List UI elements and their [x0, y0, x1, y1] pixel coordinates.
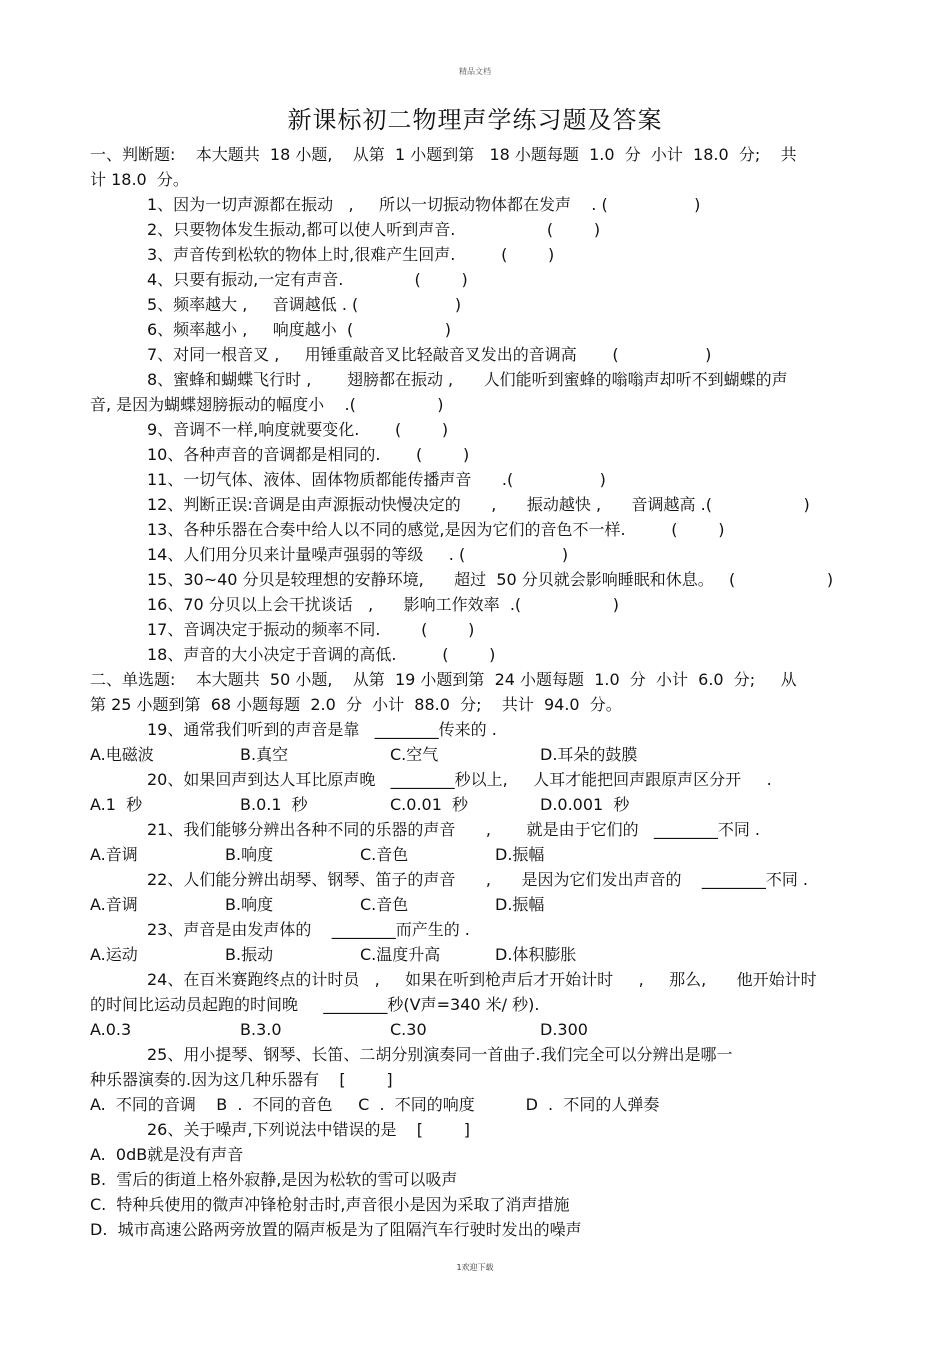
tf-item: 14、人们用分贝来计量噪声强弱的等级 . ( ): [147, 545, 569, 564]
tf-item: 13、各种乐器在合奏中给人以不同的感觉,是因为它们的音色不一样. ( ): [147, 520, 725, 539]
option: D.300: [540, 1020, 588, 1039]
option: D. 城市高速公路两旁放置的隔声板是为了阻隔汽车行驶时发出的噪声: [90, 1220, 582, 1239]
option: C. 特种兵使用的微声冲锋枪射击时,声音很小是因为采取了消声措施: [90, 1195, 570, 1214]
option: C.音色: [360, 845, 409, 864]
tf-item: 10、各种声音的音调都是相同的. ( ): [147, 445, 470, 464]
tf-item: 4、只要有振动,一定有声音. ( ): [147, 270, 468, 289]
option: D.振幅: [495, 895, 545, 914]
document-body: [90, 142, 860, 1242]
tf-item: 8、蜜蜂和蝴蝶飞行时 , 翅膀都在振动 , 人们能听到蜜蜂的嗡嗡声却听不到蝴蝶的声: [147, 370, 788, 389]
option: B.振动: [225, 945, 274, 964]
section2-heading-cont: 第 25 小题到第 68 小题每题 2.0 分 小计 88.0 分; 共计 94.0 分。: [90, 695, 622, 714]
option: B.0.1 秒: [240, 795, 308, 814]
option: A.音调: [90, 895, 138, 914]
question-stem: 21、我们能够分辨出各种不同的乐器的声音 , 就是由于它们的 ________不同 .: [147, 820, 760, 839]
option: D.0.001 秒: [540, 795, 630, 814]
option: A.0.3: [90, 1020, 132, 1039]
question-options: [90, 742, 860, 767]
document-title: 新课标初二物理声学练习题及答案: [287, 106, 663, 134]
question-stem: 20、如果回声到达人耳比原声晚 ________秒以上, 人耳才能把回声跟原声区分开 .: [147, 770, 772, 789]
question-stem: 24、在百米赛跑终点的计时员 , 如果在听到枪声后才开始计时 , 那么, 他开始计时: [147, 970, 817, 989]
tf-item: 5、频率越大 , 音调越低 . ( ): [147, 295, 462, 314]
tf-item: 9、音调不一样,响度就要变化. ( ): [147, 420, 449, 439]
tf-item: 15、30~40 分贝是较理想的安静环境, 超过 50 分贝就会影响睡眠和休息。 ( ): [147, 570, 834, 589]
question-options: [90, 792, 860, 817]
question-options: [90, 942, 860, 967]
tf-item: 1、因为一切声源都在振动 , 所以一切振动物体都在发声 . ( ): [147, 195, 701, 214]
option: D.振幅: [495, 845, 545, 864]
section1-heading: 一、判断题: 本大题共 18 小题, 从第 1 小题到第 18 小题每题 1.0 分 小计 18.0 分; 共: [90, 145, 797, 164]
tf-item: 17、音调决定于振动的频率不同. ( ): [147, 620, 475, 639]
section1-heading-cont: 计 18.0 分。: [90, 170, 189, 189]
option: A.电磁波: [90, 745, 154, 764]
tf-item: 11、一切气体、液体、固体物质都能传播声音 .( ): [147, 470, 606, 489]
option: B.真空: [240, 745, 289, 764]
option: C.空气: [390, 745, 439, 764]
option: A. 0dB就是没有声音: [90, 1145, 244, 1164]
option: B. 雪后的街道上格外寂静,是因为松软的雪可以吸声: [90, 1170, 458, 1189]
option: B.3.0: [240, 1020, 282, 1039]
option: B.响度: [225, 845, 274, 864]
tf-item: 2、只要物体发生振动,都可以使人听到声音. ( ): [147, 220, 601, 239]
tf-item: 6、频率越小 , 响度越小 ( ): [147, 320, 451, 339]
option: A.音调: [90, 845, 138, 864]
question-options: [90, 842, 860, 867]
section2-heading: 二、单选题: 本大题共 50 小题, 从第 19 小题到第 24 小题每题 1.0 分 小计 6.0 分; 从: [90, 670, 797, 689]
option: B.响度: [225, 895, 274, 914]
question-stem-cont: 的时间比运动员起跑的时间晚 ________秒(V声=340 米/ 秒).: [90, 995, 540, 1014]
tf-item: 3、声音传到松软的物体上时,很难产生回声. ( ): [147, 245, 555, 264]
tf-item: 18、声音的大小决定于音调的高低. ( ): [147, 645, 496, 664]
tf-item-cont: 音, 是因为蝴蝶翅膀振动的幅度小 .( ): [90, 395, 444, 414]
option: C.音色: [360, 895, 409, 914]
question-stem-cont: 种乐器演奏的.因为这几种乐器有 [ ]: [90, 1070, 393, 1089]
option: D.耳朵的鼓膜: [540, 745, 638, 764]
tf-item: 16、70 分贝以上会干扰谈话 , 影响工作效率 .( ): [147, 595, 619, 614]
question-stem: 19、通常我们听到的声音是靠 ________传来的 .: [147, 720, 497, 739]
page-header: 精品文档: [459, 67, 491, 76]
tf-item: 7、对同一根音叉 , 用锤重敲音叉比轻敲音叉发出的音调高 ( ): [147, 345, 712, 364]
page-footer: 1欢迎下载: [456, 1263, 494, 1272]
option: C.0.01 秒: [390, 795, 469, 814]
tf-item: 12、判断正误:音调是由声源振动快慢决定的 , 振动越快 , 音调越高 .( ): [147, 495, 810, 514]
question-stem: 23、声音是由发声体的 ________而产生的 .: [147, 920, 470, 939]
question-stem: 22、人们能分辨出胡琴、钢琴、笛子的声音 , 是因为它们发出声音的 ________不同 .: [147, 870, 808, 889]
question-stem: 26、关于噪声,下列说法中错误的是 [ ]: [147, 1120, 470, 1139]
option: A.运动: [90, 945, 138, 964]
option: C.温度升高: [360, 945, 441, 964]
option: D.体积膨胀: [495, 945, 577, 964]
option: A.1 秒: [90, 795, 143, 814]
question-options: A. 不同的音调 B . 不同的音色 C . 不同的响度 D . 不同的人弹奏: [90, 1095, 660, 1114]
question-options: [90, 1017, 860, 1042]
question-options: [90, 892, 860, 917]
option: C.30: [390, 1020, 427, 1039]
question-stem: 25、用小提琴、钢琴、长笛、二胡分别演奏同一首曲子.我们完全可以分辨出是哪一: [147, 1045, 733, 1064]
